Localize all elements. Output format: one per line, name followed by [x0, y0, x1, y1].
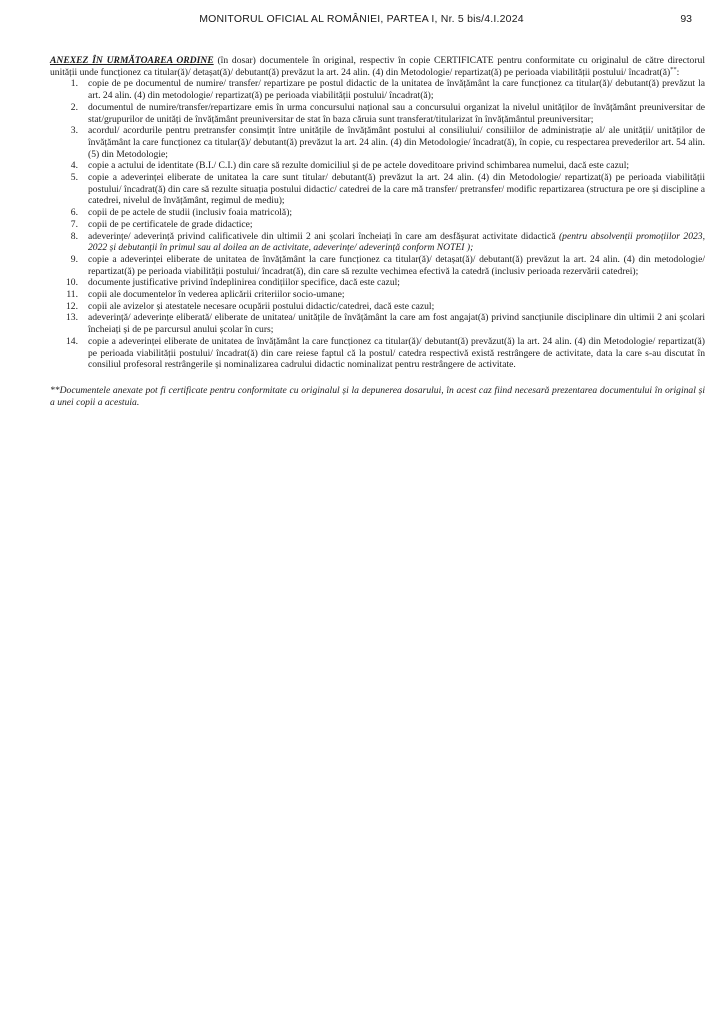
- list-item-text: documente justificative privind îndeplinirea condițiilor specifice, dacă este cazul;: [88, 277, 400, 289]
- list-item-number: 13.: [66, 312, 78, 324]
- list-item-number: 9.: [70, 253, 78, 265]
- list-item-number: 6.: [70, 207, 78, 219]
- footnote: **Documentele anexate pot fi certificate pentru conformitate cu originalul și la depunerea dosarului, în acest caz fiind necesară prezentarea documentului în original și a unei copii a acestuia.: [50, 384, 705, 408]
- list-item-text: copie de pe documentul de numire/ transfer/ repartizare pe postul didactic de la unitatea de învățământ la care funcționez ca titular(ă)/ debutant(ă) prevăzut la art. 24 alin. (4) din metodologie/ repartizat(ă) pe perioada viabilității postului/ încadrat(ă);: [88, 78, 705, 102]
- page-number: 93: [680, 13, 692, 25]
- list-item-text: acordul/ acordurile pentru pretransfer consimțit între unitățile de învățământ postului al consiliului/ consiliilor de administrație al/ ale unității/ unităților de învățământ la care funcționez ca titular(ă)/ debutant(ă) prevăzut la art. 24 alin. (4) din Metodologie/ încadrat(ă), în copie, cu respectarea prevederilor art. 54 alin. (5) din Metodologie;: [88, 125, 705, 160]
- list-item: [50, 231, 705, 254]
- list-item-text: adeverință/ adeverințe eliberată/ eliberate de unitatea/ unitățile de învățământ la care am fost angajat(ă) privind sancțiunile disciplinare din ultimii 2 ani școlari încheiați și de pe parcursul anului școlar în curs;: [88, 312, 705, 336]
- footnote-marker: **: [670, 65, 677, 73]
- list-item: [50, 336, 705, 371]
- list-item-number: 14.: [66, 335, 78, 347]
- list-item-text-plain: adeverințe/ adeverință privind calificativele din ultimii 2 ani școlari încheiați în care am desfășurat activitate didactică: [88, 230, 559, 242]
- list-item: [50, 312, 705, 335]
- intro-lead: ANEXEZ ÎN URMĂTOAREA ORDINE: [50, 55, 214, 66]
- list-item-number: 8.: [70, 230, 78, 242]
- list-item-number: 1.: [70, 78, 78, 90]
- list-item-text: copie a adeverinței eliberate de unitatea la care sunt titular/ debutant(ă) prevăzut la art. 24 alin. (4) din Metodologie/ repartizat(ă) pe perioada viabilității postului/ încadrat(ă) din care să rezulte situația postului didactic/ catedrei de la care mă transfer/ pretransfer/ modific repartizarea (structura pe ore și discipline a catedrei, nivelul de învățământ, regimul de mediu);: [88, 172, 705, 207]
- list-item: [50, 78, 705, 101]
- document-list: [50, 78, 705, 371]
- list-item: [50, 160, 705, 172]
- list-item: [50, 301, 705, 313]
- intro-colon: :: [676, 66, 680, 78]
- list-item-number: 12.: [66, 300, 78, 312]
- list-item: [50, 125, 705, 160]
- list-item-text: copie a adeverinței eliberate de unitatea de învățământ la care funcționez ca titular(ă)/ detașat(ă)/ debutant(ă) prevăzut la art. 24 alin. (4) din metodologie/ repartizat(ă) pe perioada viabilității postului/ încadrat(ă), din care să rezulte vechimea efectivă la catedră (inclusiv perioada rezervării catedrei);: [88, 253, 705, 277]
- list-item: [50, 289, 705, 301]
- list-item-text: copie a adeverinței eliberate de unitatea de învățământ la care funcționez ca titular(ă)/ debutant(ă) prevăzut(ă) la art. 24 alin. (4) din Metodologie/ repartizat(ă) pe perioada viabilității postului/ încadrat(ă) din care reiese faptul că la postul/ catedra respectivă există restrângere de activitate, data la care s-au discutat în consiliul profesoral restrângerile și nominalizarea cadrului didactic nominalizat pentru restrângere de activitate.: [88, 335, 705, 371]
- list-item-number: 3.: [70, 125, 78, 137]
- list-item: [50, 219, 705, 231]
- list-item-text: [88, 231, 705, 254]
- intro-text: (în dosar) documentele în original, respectiv în copie CERTIFICATE pentru conformitate cu originalul de către directorul unității unde funcționez ca titular(ă)/ detașat(ă)/ debutant(ă) prevăzut la art. 24 alin. (4) din Metodologie/ repartizat(ă) pe perioada viabilității postului/ încadrat(ă): [50, 55, 705, 78]
- journal-title: MONITORUL OFICIAL AL ROMÂNIEI, PARTEA I, Nr. 5 bis/4.I.2024: [199, 13, 524, 25]
- list-item-text: copii de pe actele de studii (inclusiv foaia matricolă);: [88, 207, 293, 219]
- list-item-number: 5.: [70, 172, 78, 184]
- intro-paragraph: [50, 55, 705, 78]
- list-item-number: 11.: [66, 289, 78, 301]
- page-header: [0, 13, 723, 25]
- list-item: [50, 102, 705, 125]
- list-item-text: copii ale documentelor în vederea aplicării criteriilor socio-umane;: [88, 289, 345, 301]
- list-item-text: copii ale avizelor și atestatele necesare ocupării postului didactic/catedrei, dacă este cazul;: [88, 300, 435, 312]
- list-item: [50, 207, 705, 219]
- list-item: [50, 277, 705, 289]
- list-item-text: documentul de numire/transfer/repartizare emis în urma concursului național sau a concursului organizat la nivelul unităților de învățământ preuniversitar de stat/grupurilor de unități de învățământ preuniversitar de stat în baza căruia sunt transferat/titularizat în învățământul preuniversitar;: [88, 101, 705, 125]
- list-item-number: 4.: [70, 160, 78, 172]
- list-item-text-italic: (pentru absolvenții promoțiilor 2023, 2022 și debutanții în primul sau al doilea an de activitate, adeverințe/ adeverință conform NOTEI );: [88, 230, 705, 254]
- list-item-text: copie a actului de identitate (B.I./ C.I.) din care să rezulte domiciliul și de pe actele doveditoare privind schimbarea numelui, dacă este cazul;: [88, 160, 630, 172]
- list-item-number: 10.: [66, 277, 78, 289]
- list-item-number: 7.: [70, 218, 78, 230]
- list-item-number: 2.: [70, 101, 78, 113]
- list-item: [50, 172, 705, 207]
- list-item-text: copii de pe certificatele de grade didactice;: [88, 218, 253, 230]
- document-body: [50, 55, 705, 408]
- list-item: [50, 254, 705, 277]
